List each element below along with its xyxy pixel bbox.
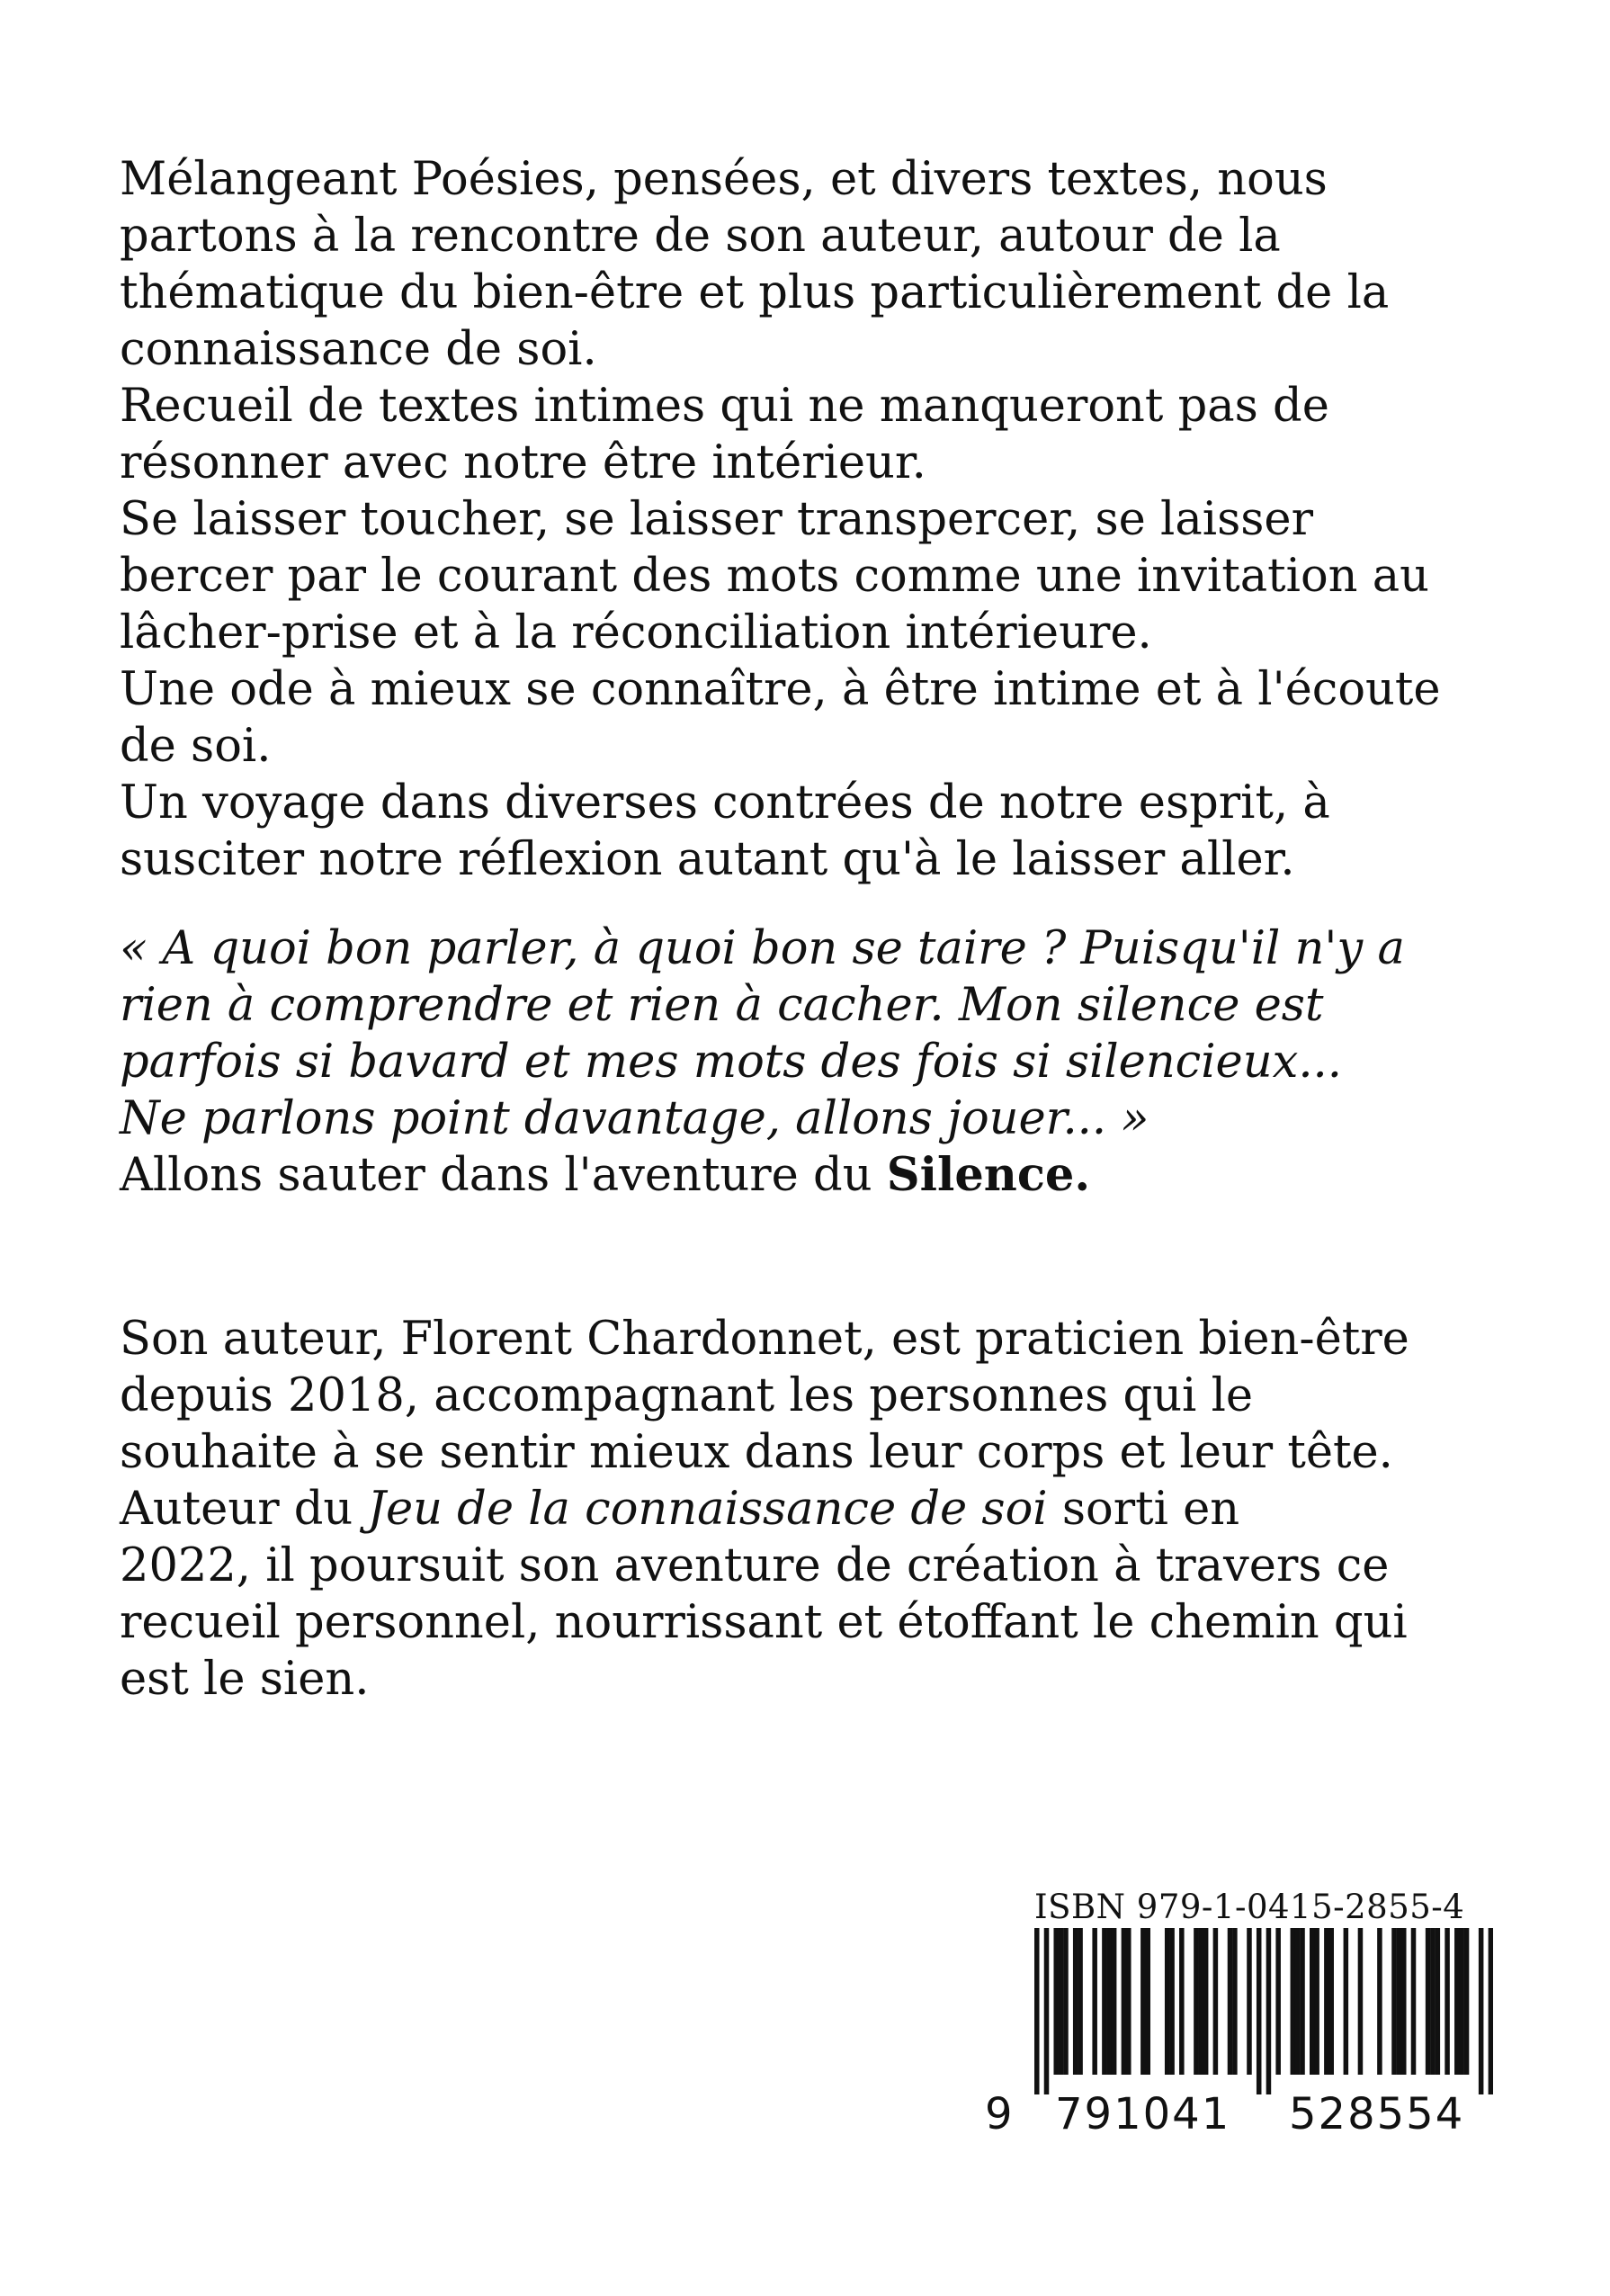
quote-line: « A quoi bon parler, à quoi bon se taire ? Puisqu'il n'y a [120,922,1405,975]
barcode-left-digits: 791041 [1055,2089,1231,2139]
barcode-bar [1073,1928,1078,2075]
bio-line: recueil personnel, nourrissant et étoffant le chemin qui [120,1596,1408,1649]
bio-line: 2022, il poursuit son aventure de création à travers ce [120,1539,1390,1592]
quote-paragraph [120,920,1405,1204]
description-line: susciter notre réflexion autant qu'à le laisser aller. [120,833,1295,886]
bio-line: depuis 2018, accompagnant les personnes qui le [120,1369,1254,1422]
barcode-bar [1436,1928,1441,2075]
barcode-bar [1391,1928,1397,2075]
barcode-bar [1358,1928,1364,2075]
description-line: lâcher-prise et à la réconciliation intérieure. [120,606,1152,659]
barcode-guard-bar [1266,1928,1272,2094]
barcode-guard-bar [1257,1928,1262,2094]
barcode-bar [1324,1928,1329,2075]
barcode-bar [1107,1928,1113,2075]
bio-line: est le sien. [120,1653,370,1706]
barcode-bar [1328,1928,1334,2075]
isbn-barcode [1034,1928,1493,2094]
description-line: Mélangeant Poésies, pensées, et divers textes, nous [120,153,1328,206]
isbn-label: ISBN 979-1-0415-2855-4 [1034,1888,1465,1926]
barcode-guard-bar [1034,1928,1040,2094]
barcode-bar [1169,1928,1175,2075]
author-bio-paragraph [120,1311,1409,1708]
bio-line: Son auteur, Florent Chardonnet, est praticien bien-être [120,1313,1409,1366]
description-paragraph [120,151,1441,888]
barcode-bar [1165,1928,1170,2075]
description-line: de soi. [120,720,272,773]
bio-text: sorti en [1047,1483,1240,1536]
barcode-bar [1102,1928,1107,2075]
barcode-bar [1459,1928,1464,2075]
description-line: thématique du bien-être et plus particulièrement de la [120,266,1390,319]
barcode-bar [1194,1928,1199,2075]
quote-closing-line [120,1147,1405,1204]
description-line: bercer par le courant des mots comme une invitation au [120,550,1429,603]
barcode-bar [1401,1928,1407,2075]
description-line: connaissance de soi. [120,323,597,376]
description-line: Une ode à mieux se connaître, à être intime et à l'écoute [120,663,1441,716]
barcode-bar [1291,1928,1296,2075]
barcode-bar [1247,1928,1252,2075]
barcode-guard-bar [1479,1928,1484,2094]
barcode-bar [1464,1928,1470,2075]
silence-keyword: Silence. [886,1148,1091,1202]
barcode-bar [1295,1928,1301,2075]
barcode-bar [1063,1928,1069,2075]
barcode-bar [1377,1928,1382,2075]
barcode-bar [1078,1928,1083,2075]
barcode-right-digits: 528554 [1289,2089,1465,2139]
barcode-bar [1145,1928,1150,2075]
barcode-bar [1397,1928,1402,2075]
barcode-bar [1092,1928,1097,2075]
barcode-guard-bar [1044,1928,1050,2094]
barcode-bar [1426,1928,1431,2075]
barcode-bar [1275,1928,1281,2075]
barcode-bar [1300,1928,1305,2075]
barcode-bar [1126,1928,1131,2075]
barcode-bar [1411,1928,1417,2075]
book-title: Jeu de la connaissance de soi [367,1483,1048,1536]
barcode-bar [1232,1928,1238,2075]
barcode-bar [1314,1928,1319,2075]
barcode-bar [1140,1928,1146,2075]
barcode-bar [1203,1928,1209,2075]
barcode-bar [1310,1928,1315,2075]
barcode-bar [1213,1928,1219,2075]
description-line: Se laisser toucher, se laisser transpercer, se laisser [120,493,1313,546]
quote-line: Ne parlons point davantage, allons jouer... » [120,1092,1149,1145]
barcode-bar [1179,1928,1185,2075]
quote-closing-text: Allons sauter dans l'aventure du [120,1149,887,1202]
barcode-bar [1228,1928,1233,2075]
barcode-guard-bar [1489,1928,1493,2094]
barcode-bar [1454,1928,1460,2075]
description-line: résonner avec notre être intérieur. [120,436,926,489]
barcode-bar [1122,1928,1127,2075]
description-line: Recueil de textes intimes qui ne manqueront pas de [120,380,1329,433]
barcode-bar [1053,1928,1059,2075]
description-line: Un voyage dans diverses contrées de notre esprit, à [120,776,1330,830]
quote-line: rien à comprendre et rien à cacher. Mon silence est [120,979,1324,1032]
barcode-bar [1344,1928,1349,2075]
bio-text: Auteur du [120,1483,368,1536]
barcode-bar [1199,1928,1204,2075]
barcode-bar [1430,1928,1436,2075]
description-line: partons à la rencontre de son auteur, autour de la [120,210,1281,263]
bio-line [120,1481,1409,1538]
barcode-bar [1445,1928,1450,2075]
quote-line: parfois si bavard et mes mots des fois si silencieux... [120,1036,1342,1089]
barcode-digits [985,2089,1489,2139]
barcode-bar [1059,1928,1064,2075]
barcode-bar [1112,1928,1117,2075]
bio-line: souhaite à se sentir mieux dans leur corps et leur tête. [120,1426,1393,1479]
barcode-first-digit: 9 [985,2089,1013,2139]
